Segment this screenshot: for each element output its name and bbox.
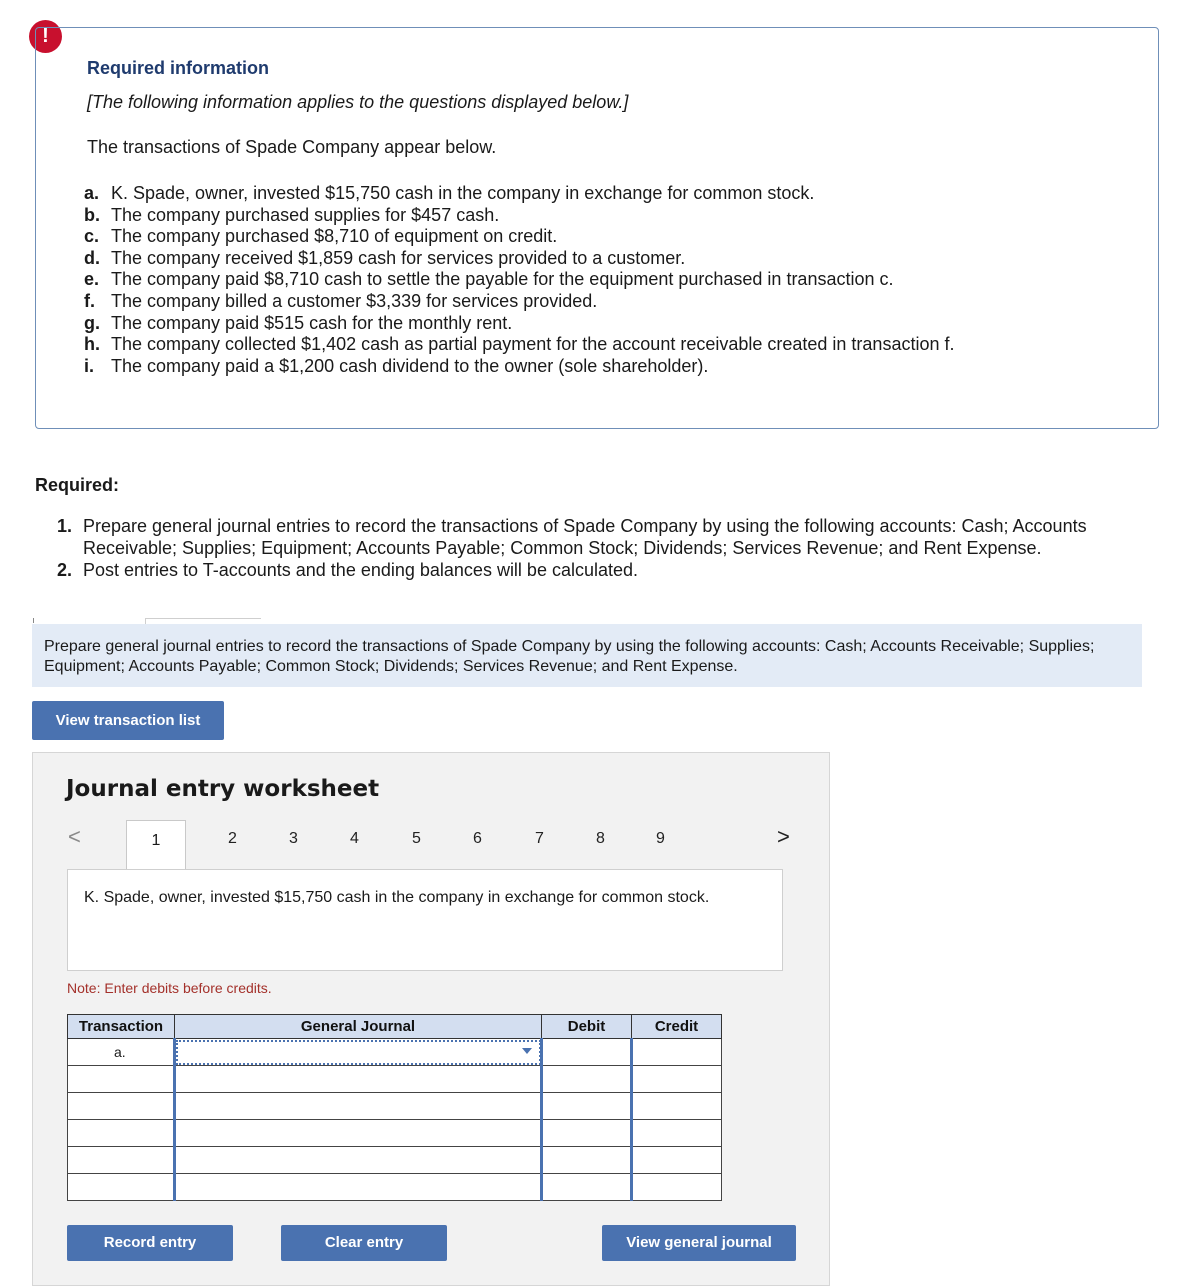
view-transaction-list-button[interactable]: View transaction list <box>32 701 224 740</box>
general-journal-header: General Journal <box>175 1015 542 1039</box>
chevron-right-icon[interactable]: > <box>777 824 790 849</box>
account-select[interactable] <box>175 1147 542 1174</box>
tab-1[interactable]: 1 <box>126 820 186 872</box>
transaction-cell <box>68 1093 175 1120</box>
credit-input[interactable] <box>632 1066 722 1093</box>
info-note: [The following information applies to the questions displayed below.] <box>87 92 629 112</box>
transaction-cell: a. <box>68 1039 175 1066</box>
list-item: 2. Post entries to T-accounts and the ending balances will be calculated. <box>57 560 639 580</box>
tab-7[interactable]: 7 <box>535 830 544 847</box>
credit-input[interactable] <box>632 1039 722 1066</box>
table-row <box>68 1066 722 1093</box>
required-list <box>57 515 1147 581</box>
credit-input[interactable] <box>632 1093 722 1120</box>
debit-header: Debit <box>542 1015 632 1039</box>
debit-credit-note: Note: Enter debits before credits. <box>67 980 272 996</box>
credit-input[interactable] <box>632 1120 722 1147</box>
info-title: Required information <box>87 58 270 78</box>
debit-input[interactable] <box>542 1147 632 1174</box>
debit-input[interactable] <box>542 1120 632 1147</box>
list-item: e. The company paid $8,710 cash to settle the payable for the equipment purchased in transaction c. <box>84 269 894 290</box>
dropdown-arrow-icon[interactable] <box>522 1048 532 1054</box>
clear-entry-button[interactable]: Clear entry <box>281 1225 447 1261</box>
instruction-banner: Prepare general journal entries to record the transactions of Spade Company by using the following accounts: Cash; Accounts Receivable; Supplies; Equipment; Accounts Payable; Common Stock; Dividends; Services Revenue; and Rent Expense. <box>32 624 1142 687</box>
table-row <box>68 1093 722 1120</box>
transaction-header: Transaction <box>68 1015 175 1039</box>
debit-input[interactable] <box>542 1066 632 1093</box>
transaction-cell <box>68 1120 175 1147</box>
list-item: c. The company purchased $8,710 of equipment on credit. <box>84 226 558 247</box>
worksheet-title: Journal entry worksheet <box>66 776 380 802</box>
account-select[interactable] <box>175 1039 542 1066</box>
transaction-description: K. Spade, owner, invested $15,750 cash in the company in exchange for common stock. <box>67 869 783 971</box>
table-row <box>68 1147 722 1174</box>
alert-icon: ! <box>29 20 62 53</box>
view-general-journal-button[interactable]: View general journal <box>602 1225 796 1261</box>
tab-8[interactable]: 8 <box>596 830 605 847</box>
list-item: d. The company received $1,859 cash for services provided to a customer. <box>84 247 686 268</box>
list-item: b. The company purchased supplies for $457 cash. <box>84 204 500 225</box>
debit-input[interactable] <box>542 1174 632 1201</box>
account-select[interactable] <box>175 1093 542 1120</box>
account-select[interactable] <box>175 1174 542 1201</box>
list-item: g. The company paid $515 cash for the monthly rent. <box>84 312 513 333</box>
divider <box>33 618 34 623</box>
chevron-left-icon[interactable]: < <box>68 824 81 849</box>
account-select[interactable] <box>175 1066 542 1093</box>
table-row <box>68 1039 722 1066</box>
credit-input[interactable] <box>632 1174 722 1201</box>
tab-3[interactable]: 3 <box>289 830 298 847</box>
transaction-cell <box>68 1066 175 1093</box>
tab-9[interactable]: 9 <box>656 830 665 847</box>
debit-input[interactable] <box>542 1093 632 1120</box>
list-item: 1. Prepare general journal entries to record the transactions of Spade Company by using the following accounts: Cash; Accounts Receivable; Supplies; Equipment; Accounts Payable; Common Stock; Dividends; Services Revenue; and Rent Expense. <box>57 516 1087 558</box>
table-row <box>68 1174 722 1201</box>
account-select[interactable] <box>175 1120 542 1147</box>
debit-input[interactable] <box>542 1039 632 1066</box>
list-item: h. The company collected $1,402 cash as partial payment for the account receivable created in transaction f. <box>84 334 955 355</box>
table-row <box>68 1120 722 1147</box>
required-title: Required: <box>35 475 120 495</box>
general-journal-table <box>67 1014 722 1201</box>
info-intro: The transactions of Spade Company appear below. <box>87 137 497 157</box>
list-item: a. K. Spade, owner, invested $15,750 cash in the company in exchange for common stock. <box>84 183 815 203</box>
list-item: i. The company paid a $1,200 cash dividend to the owner (sole shareholder). <box>84 355 709 376</box>
tab-5[interactable]: 5 <box>412 830 421 847</box>
transaction-cell <box>68 1147 175 1174</box>
tab-6[interactable]: 6 <box>473 830 482 847</box>
list-item: f. The company billed a customer $3,339 for services provided. <box>84 290 598 311</box>
credit-input[interactable] <box>632 1147 722 1174</box>
credit-header: Credit <box>632 1015 722 1039</box>
record-entry-button[interactable]: Record entry <box>67 1225 233 1261</box>
transaction-cell <box>68 1174 175 1201</box>
tab-4[interactable]: 4 <box>350 830 359 847</box>
tab-2[interactable]: 2 <box>228 830 237 847</box>
transaction-list <box>84 183 954 377</box>
